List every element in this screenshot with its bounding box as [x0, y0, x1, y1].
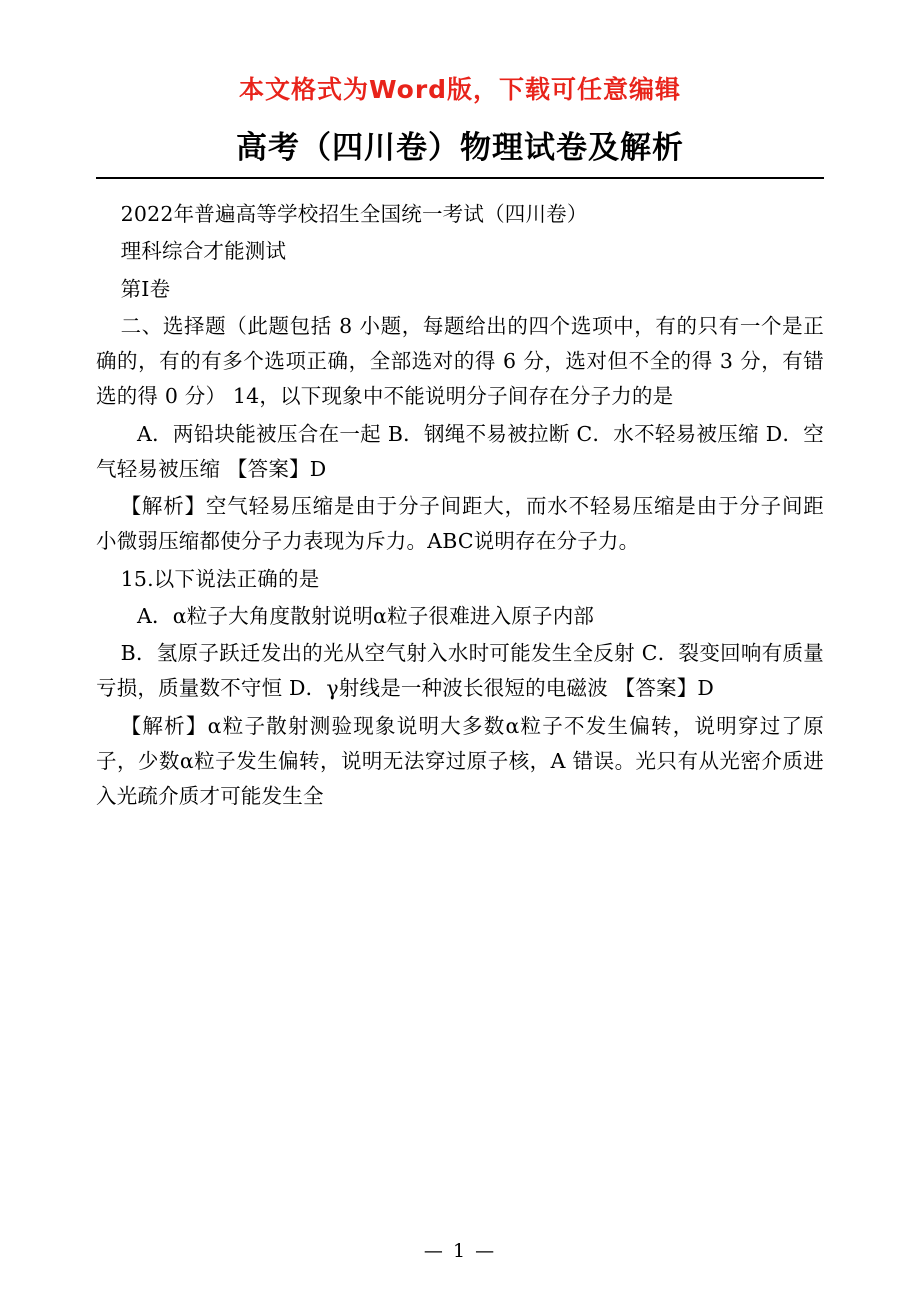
watermark-banner: 本文格式为Word版，下载可任意编辑 — [238, 75, 682, 104]
paragraph-exam-header: 2022年普遍高等学校招生全国统一考试（四川卷） — [120, 202, 588, 226]
paragraph-q15-option-a: A．α粒子大角度散射说明α粒子很难进入原子内部 — [137, 603, 595, 628]
title-divider — [96, 177, 824, 179]
page-footer: — 1 — — [423, 1240, 497, 1262]
document-body — [96, 197, 824, 814]
paragraph-instructions: 二、选择题（此题包括 8 小题，每题给出的四个选项中，有的只有一个是正确的，有的有多个选项正确，全部选对的得 6 分，选对但不全的得 3 分，有错选的得 0 分） 14，以下现象中不能说明分子间存在分子力的是 — [96, 313, 824, 409]
paragraph-q15-explanation: 【解析】α粒子散射测验现象说明大多数α粒子不发生偏转，说明穿过了原子，少数α粒子发生偏转，说明无法穿过原子核，A 错误。光只有从光密介质进入光疏介质才可能发生全 — [96, 713, 824, 808]
paragraph-q15-options-bcd: B．氢原子跃迁发出的光从空气射入水时可能发生全反射 C．裂变回响有质量亏损，质量数不守恒 D．γ射线是一种波长很短的电磁波 【答案】D — [96, 641, 824, 701]
paragraph-section: 第Ⅰ卷 — [120, 276, 171, 301]
paragraph-subject: 理科综合才能测试 — [120, 239, 287, 264]
paragraph-q15-stem: 15.以下说法正确的是 — [120, 566, 320, 591]
paragraph-q14-explanation: 【解析】空气轻易压缩是由于分子间距大，而水不轻易压缩是由于分子间距小微弱压缩都使分子力表现为斥力。ABC说明存在分子力。 — [96, 494, 824, 554]
page-title: 高考（四川卷）物理试卷及解析 — [236, 130, 684, 166]
paragraph-q14-options: A．两铅块能被压合在一起 B．钢绳不易被拉断 C．水不轻易被压缩 D．空气轻易被压缩 【答案】D — [96, 421, 824, 481]
